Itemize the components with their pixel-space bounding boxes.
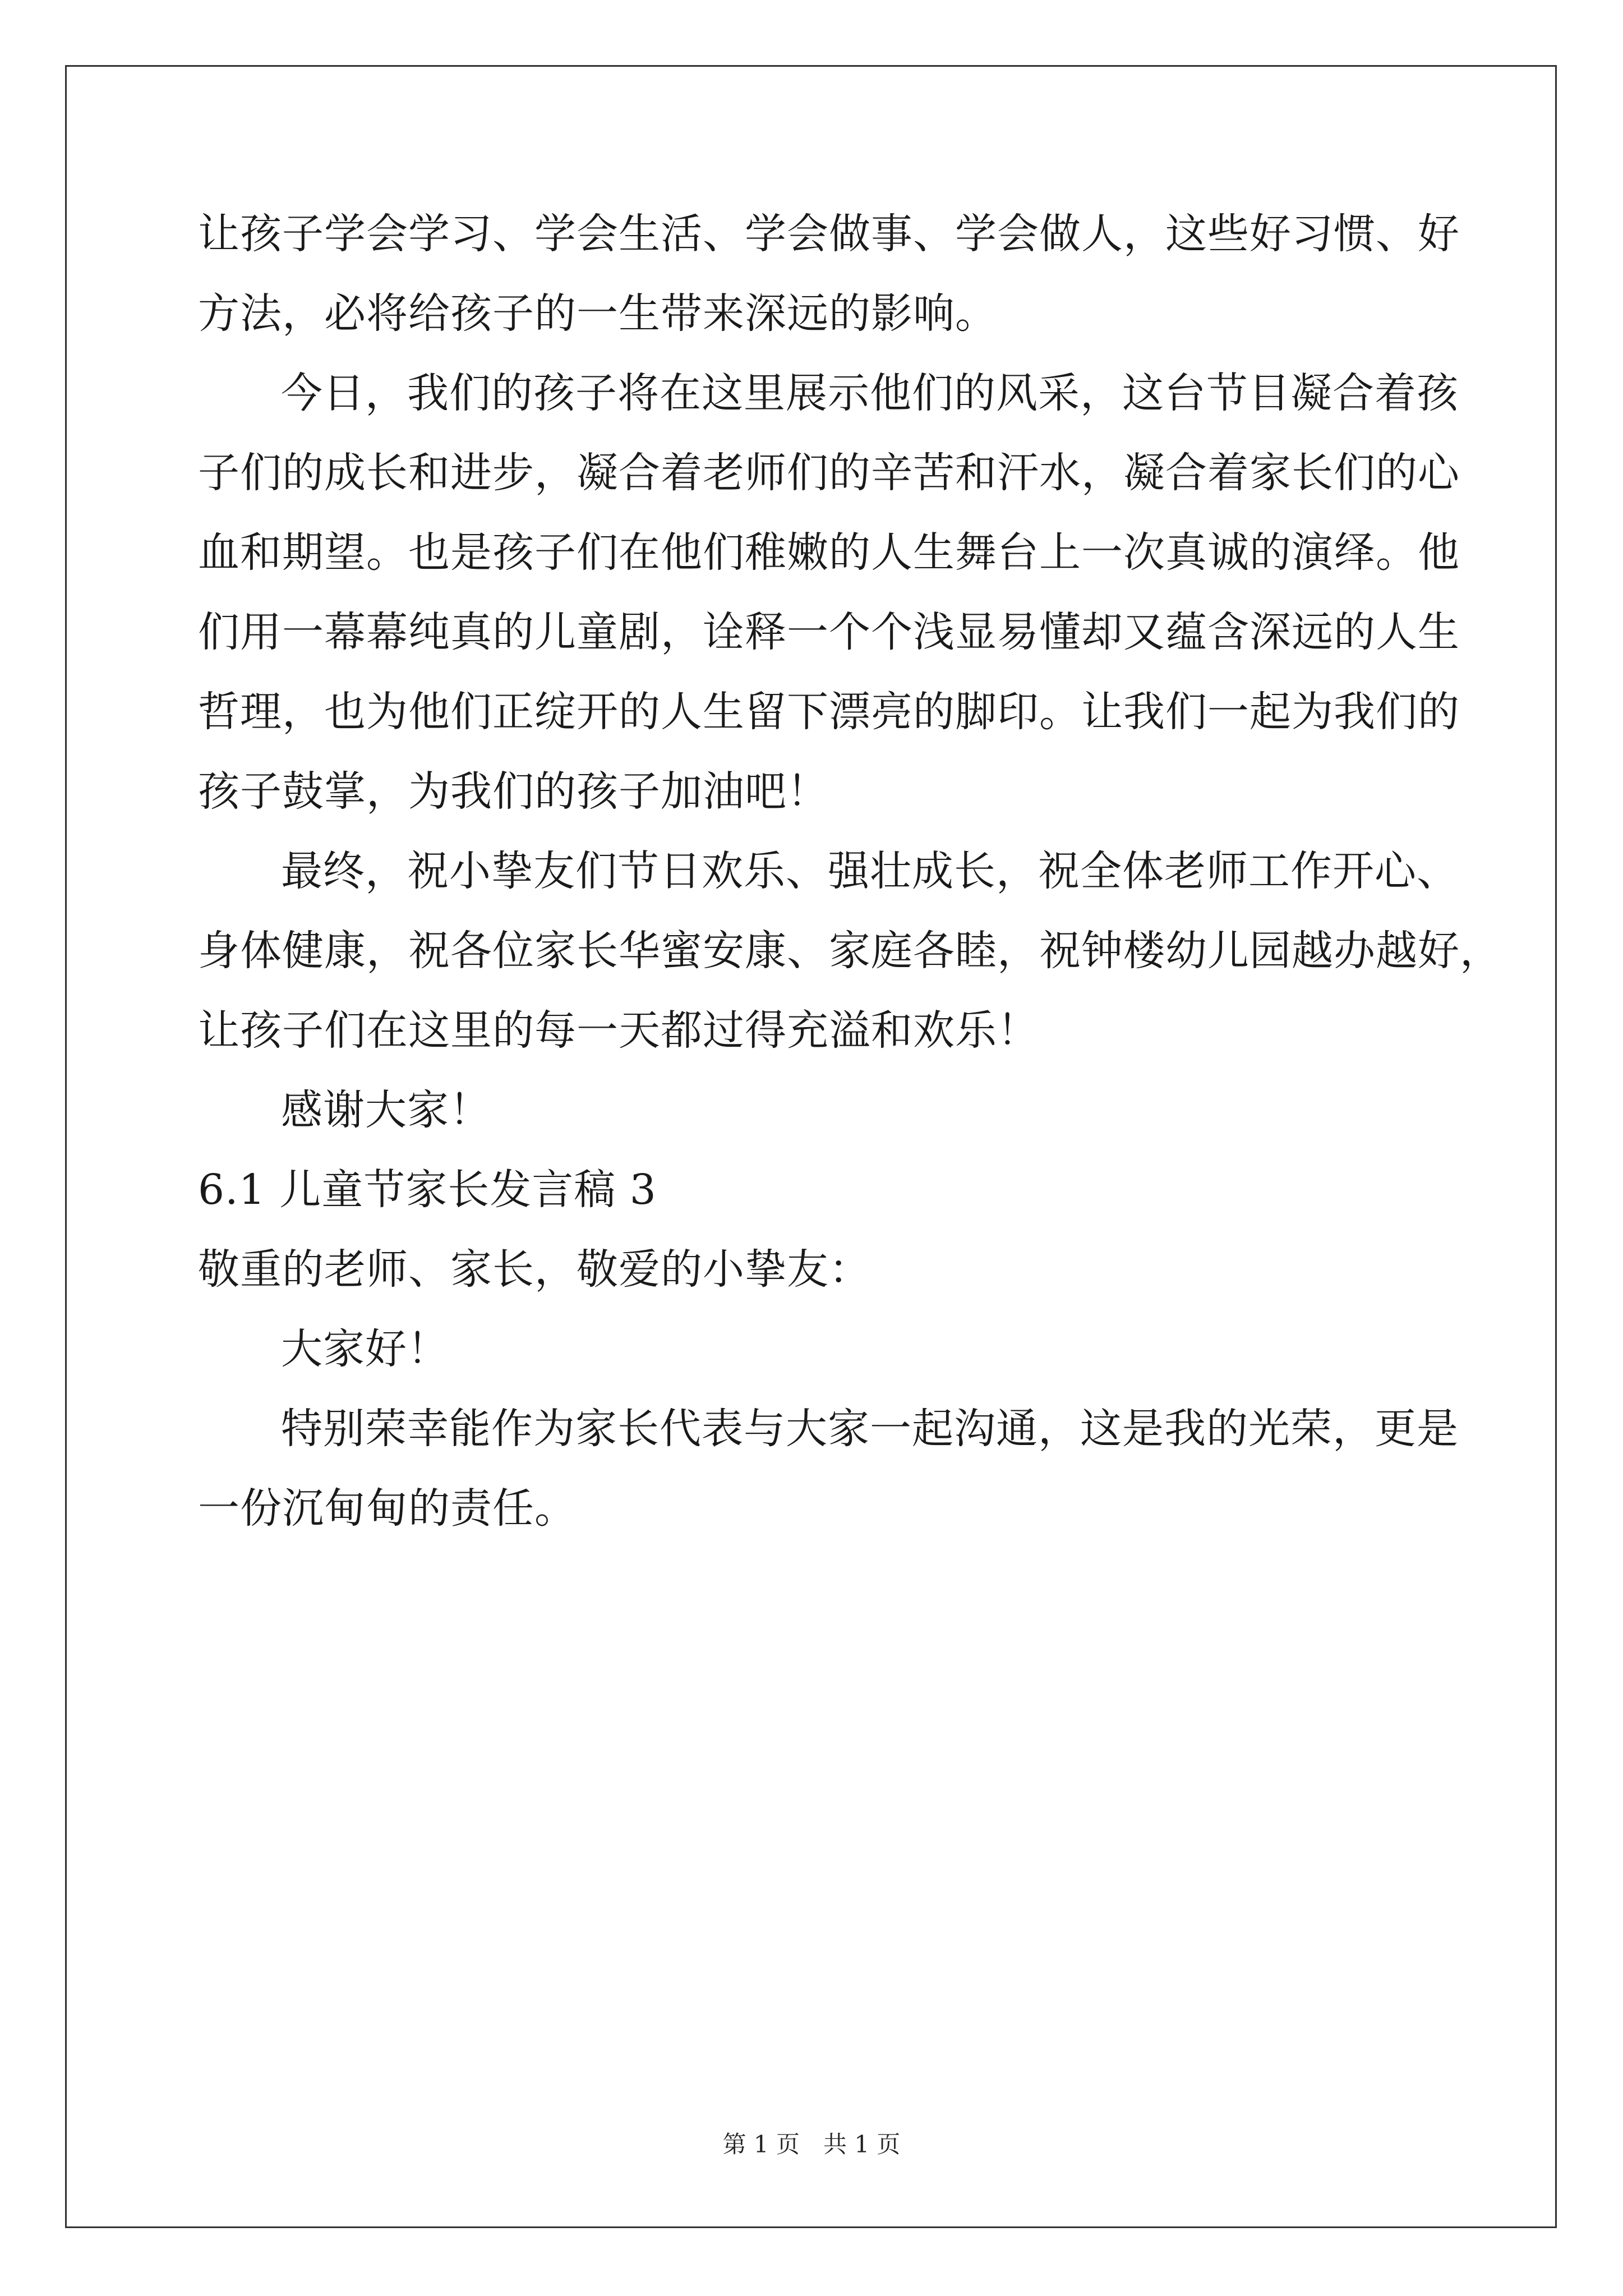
text-line: 感谢大家！ [281, 1086, 491, 1134]
text-line: 一份沉甸甸的责任。 [198, 1484, 577, 1533]
text-line: 孩子鼓掌，为我们的孩子加油吧！ [198, 767, 829, 816]
salutation: 敬重的老师、家长，敬爱的小挚友： [198, 1245, 871, 1294]
page-number-label: 第 1 页 共 1 页 [722, 2131, 901, 2158]
text-line: 特别荣幸能作为家长代表与大家一起沟通，这是我的光荣，更是 [281, 1405, 1459, 1453]
page-footer [0, 2126, 1623, 2160]
text-line: 让孩子们在这里的每一天都过得充溢和欢乐！ [198, 1006, 1039, 1055]
text-line: 今日，我们的孩子将在这里展示他们的风采，这台节目凝合着孩 [281, 369, 1459, 417]
text-line: 子们的成长和进步，凝合着老师们的辛苦和汗水，凝合着家长们的心 [198, 449, 1460, 497]
text-line: 血和期望。也是孩子们在他们稚嫩的人生舞台上一次真诚的演绎。他 [198, 528, 1460, 577]
text-line: 方法，必将给孩子的一生带来深远的影响。 [198, 289, 997, 338]
section-heading: 6.1 儿童节家长发言稿 3 [198, 1166, 657, 1214]
text-line: 身体健康，祝各位家长华蜜安康、家庭各睦，祝钟楼幼儿园越办越好， [198, 927, 1502, 975]
text-line: 让孩子学会学习、学会生活、学会做事、学会做人，这些好习惯、好 [198, 210, 1460, 258]
text-line: 最终，祝小挚友们节日欢乐、强壮成长，祝全体老师工作开心、 [281, 847, 1459, 895]
text-line: 哲理，也为他们正绽开的人生留下漂亮的脚印。让我们一起为我们的 [198, 688, 1460, 736]
greeting: 大家好！ [281, 1325, 449, 1373]
text-line: 们用一幕幕纯真的儿童剧，诠释一个个浅显易懂却又蕴含深远的人生 [198, 608, 1460, 656]
